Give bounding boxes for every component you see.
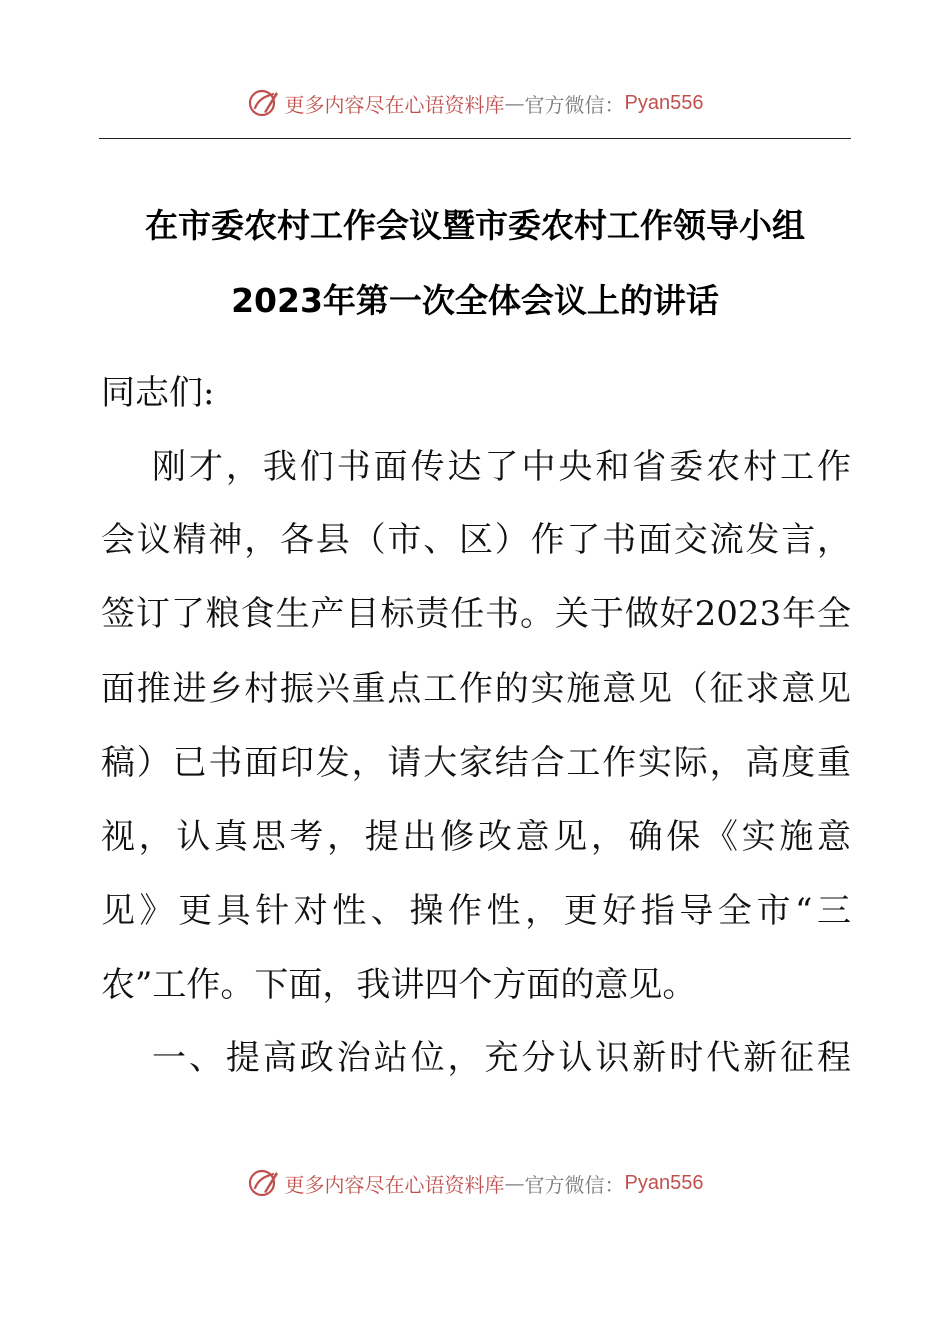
paragraph-line: 面推进乡村振兴重点工作的实施意见（征求意见 — [101, 669, 851, 709]
header-divider — [99, 138, 851, 139]
header-watermark — [0, 83, 950, 123]
paragraph-line: 签订了粮食生产目标责任书。关于做好2023年全 — [101, 594, 851, 634]
paragraph-line: 农”工作。下面，我讲四个方面的意见。 — [101, 965, 697, 1005]
watermark-separator: — — [504, 91, 525, 115]
paragraph-line: 见》更具针对性、操作性，更好指导全市“三 — [101, 891, 851, 931]
paragraph-line: 会议精神，各县（市、区）作了书面交流发言， — [101, 520, 851, 560]
document-title-line-2: 2023年第一次全体会议上的讲话 — [231, 281, 719, 320]
paragraph-line: 刚才，我们书面传达了中央和省委农村工作 — [152, 447, 851, 487]
watermark-brand-text: 更多内容尽在心语资料库 — [284, 92, 505, 117]
watermark-brand-text: 更多内容尽在心语资料库 — [284, 1172, 505, 1197]
watermark-separator: — — [504, 1171, 525, 1195]
pen-swirl-icon — [247, 1166, 281, 1200]
section-heading-line: 一、提高政治站位，充分认识新时代新征程 — [152, 1038, 851, 1078]
footer-watermark — [0, 1163, 950, 1203]
watermark-contact-text: 官方微信： — [524, 1172, 625, 1197]
watermark-contact-text: 官方微信： — [524, 92, 625, 117]
salutation: 同志们: — [101, 373, 215, 413]
paragraph-line: 稿）已书面印发，请大家结合工作实际，高度重 — [101, 743, 851, 783]
watermark-contact-id: Pyan556 — [624, 1171, 704, 1194]
pen-swirl-icon — [247, 86, 281, 120]
watermark-contact-id: Pyan556 — [624, 91, 704, 114]
document-title-line-1: 在市委农村工作会议暨市委农村工作领导小组 — [145, 206, 805, 245]
paragraph-line: 视，认真思考，提出修改意见，确保《实施意 — [101, 817, 851, 857]
